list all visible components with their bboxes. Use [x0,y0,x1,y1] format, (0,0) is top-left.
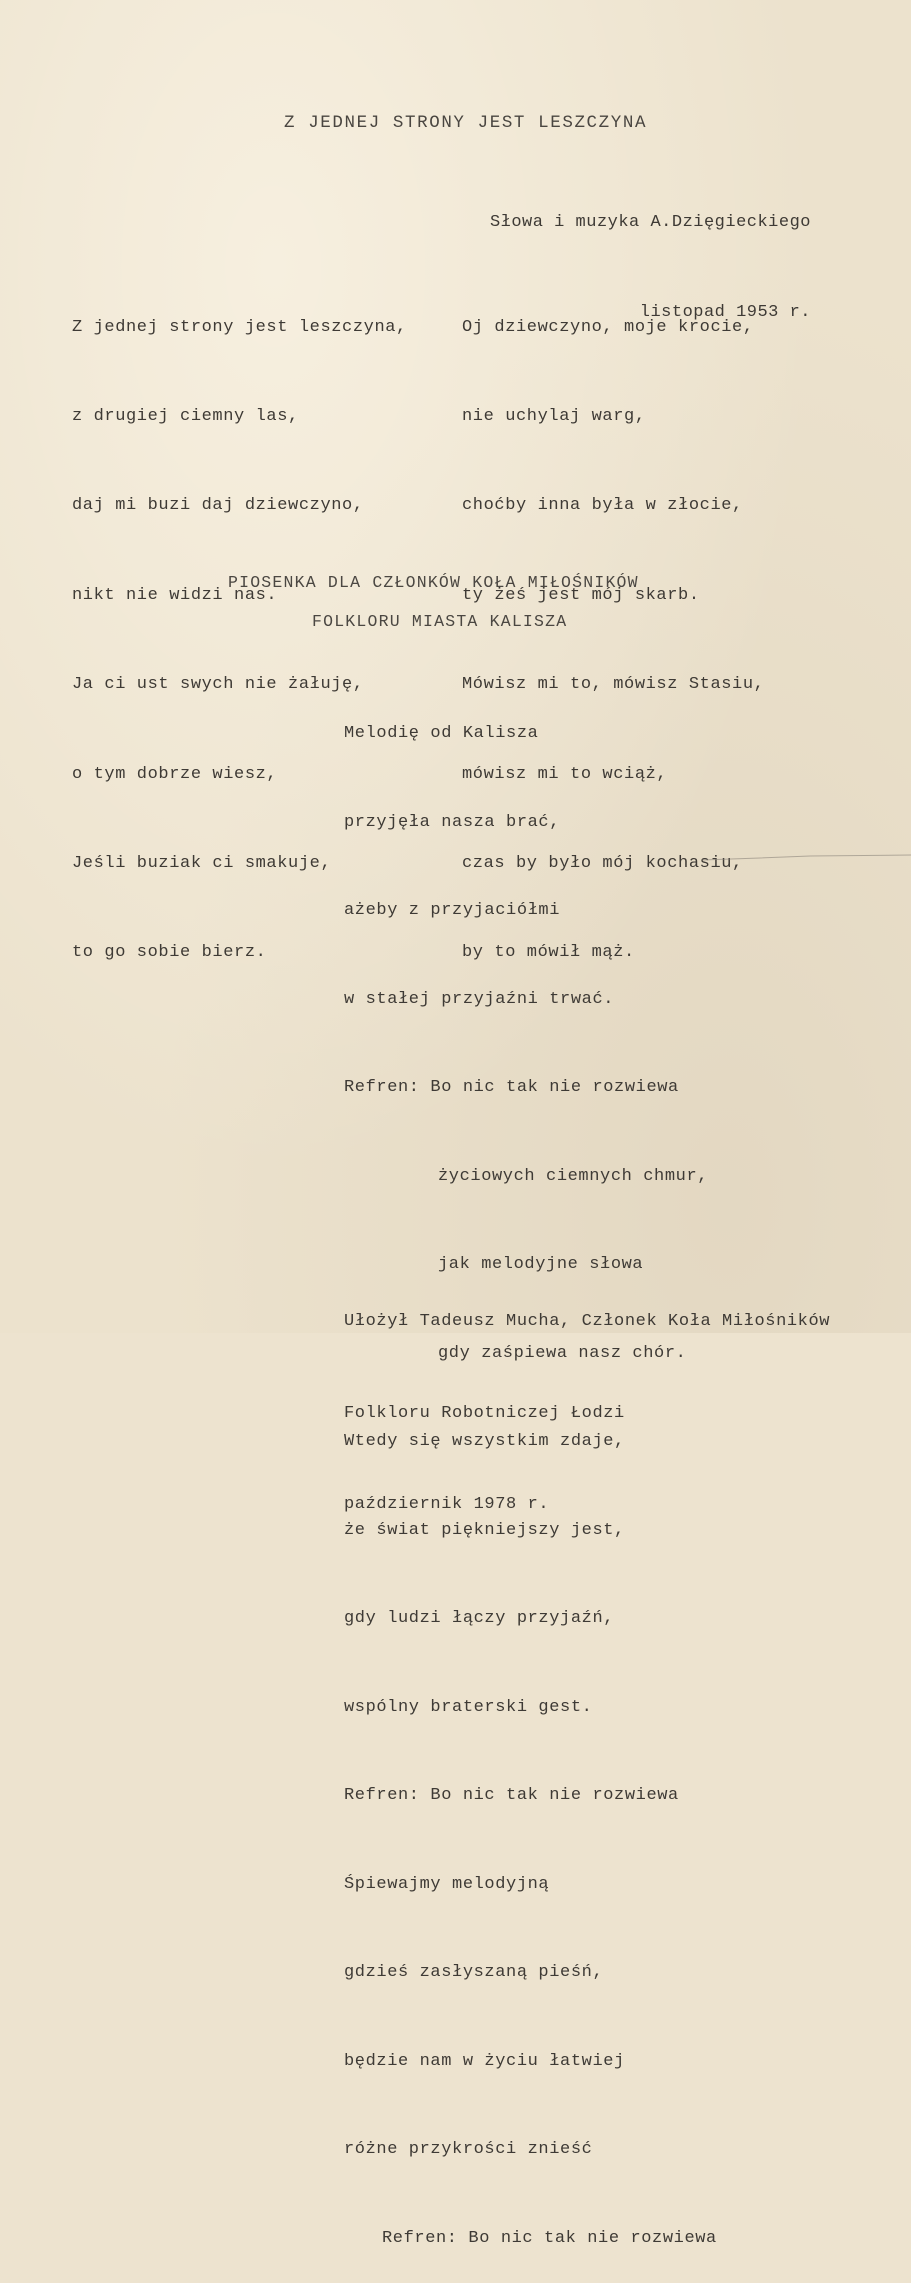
verse-line: mówisz mi to wciąż, [462,764,668,784]
verse-line: to go sobie bierz. [72,943,267,963]
verse-line: gdzieś zasłyszaną pieśń, [344,1963,604,1982]
verse-line: w stałej przyjaźni trwać. [344,989,615,1009]
song1-date: listopad 1953 r. [639,303,811,322]
verse-line: różne przykrości znieść [344,2140,593,2159]
footer-line: październik 1978 r. [344,1495,550,1514]
refrain-line: jak melodyjne słowa [438,1255,644,1274]
song1-title: Z JEDNEJ STRONY JEST LESZCZYNA [284,113,648,133]
song2-title-line1: PIOSENKA DLA CZŁONKÓW KOŁA MIŁOŚNIKÓW [228,573,639,592]
verse-line: choćby inna była w złocie, [462,496,743,516]
verse-line: Ja ci ust swych nie żałuję, [72,675,364,695]
verse-line: że świat piękniejszy jest, [344,1520,625,1540]
verse-line: gdy ludzi łączy przyjaźń, [344,1609,615,1628]
song1-credit: Słowa i muzyka A.Dzięgieckiego [489,213,811,232]
verse-line: Z jednej strony jest leszczyna, [72,317,407,337]
verse-line: Oj dziewczyno, moje krocie, [462,317,754,337]
refrain-line: Refren: Bo nic tak nie rozwiewa [382,2228,717,2248]
verse-line: ażeby z przyjaciółmi [344,901,561,920]
verse-line: z drugiej ciemny las, [72,406,299,426]
verse-line: Wtedy się wszystkim zdaje, [344,1432,625,1451]
verse-line: ty żeś jest mój skarb. [462,585,700,605]
pencil-stroke-mark [700,850,911,864]
verse-line: wspólny braterski gest. [344,1697,593,1717]
refrain-line: Refren: Bo nic tak nie rozwiewa [344,1078,679,1097]
verse-line: o tym dobrze wiesz, [72,764,278,784]
footer-signature [344,1246,830,1551]
verse-line: by to mówił mąż. [462,943,635,963]
verse-line: nie uchylaj warg, [462,406,646,426]
song2-title-line2: FOLKLORU MIASTA KALISZA [312,612,568,631]
verse-line: będzie nam w życiu łatwiej [344,2051,625,2071]
footer-line: Folkloru Robotniczej Łodzi [344,1403,625,1423]
footer-line: Ułożył Tadeusz Mucha, Członek Koła Miłośników [344,1312,831,1331]
verse-line: Melodię od Kalisza [344,724,539,743]
refrain-line: Refren: Bo nic tak nie rozwiewa [344,1786,679,1805]
verse-line: Jeśli buziak ci smakuje, [72,853,332,873]
verse-line: przyjęła nasza brać, [344,812,561,832]
refrain-line: gdy zaśpiewa nasz chór. [438,1343,687,1363]
verse-line: nikt nie widzi nas. [72,585,278,605]
refrain-line: życiowych ciemnych chmur, [438,1166,709,1186]
verse-line: czas by było mój kochasiu, [462,853,743,873]
verse-line: Śpiewajmy melodyjną [344,1874,550,1894]
verse-line: Mówisz mi to, mówisz Stasiu, [462,675,765,695]
verse-line: daj mi buzi daj dziewczyno, [72,496,364,516]
